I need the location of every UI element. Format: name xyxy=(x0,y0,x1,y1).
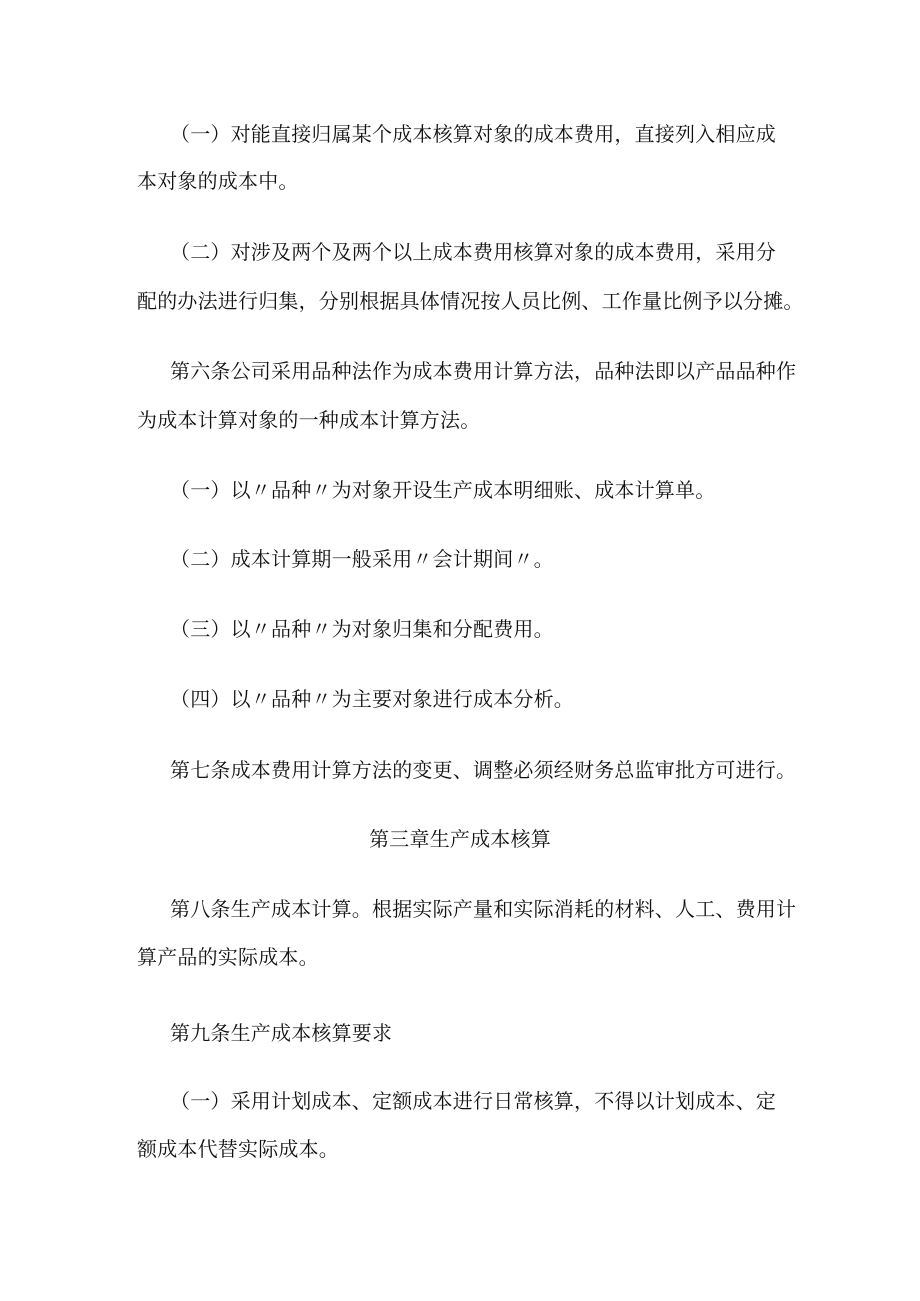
paragraph-2-line-1: （二）对涉及两个及两个以上成本费用核算对象的成本费用，采用分 xyxy=(170,240,776,264)
article-9-item-1-line-1: （一）采用计划成本、定额成本进行日常核算，不得以计划成本、定 xyxy=(170,1089,776,1113)
paragraph-2-line-2: 配的办法进行归集，分别根据具体情况按人员比例、工作量比例予以分摊。 xyxy=(137,289,804,313)
article-6-line-1: 第六条公司采用品种法作为成本费用计算方法，品种法即以产品品种作 xyxy=(170,359,797,383)
article-9-item-1-line-2: 额成本代替实际成本。 xyxy=(137,1137,339,1161)
article-9: 第九条生产成本核算要求 xyxy=(170,1021,393,1045)
article-6-item-3: （三）以〃品种〃为对象归集和分配费用。 xyxy=(170,617,554,641)
article-7: 第七条成本费用计算方法的变更、调整必须经财务总监审批方可进行。 xyxy=(170,758,797,782)
article-6-item-2: （二）成本计算期一般采用〃会计期间〃。 xyxy=(170,547,554,571)
article-6-item-4: （四）以〃品种〃为主要对象进行成本分析。 xyxy=(170,687,574,711)
article-6-line-2: 为成本计算对象的一种成本计算方法。 xyxy=(137,408,481,432)
article-8-line-2: 算产品的实际成本。 xyxy=(137,945,319,969)
article-6-item-1: （一）以〃品种〃为对象开设生产成本明细账、成本计算单。 xyxy=(170,478,716,502)
paragraph-1-line-2: 本对象的成本中。 xyxy=(137,169,299,193)
article-8-line-1: 第八条生产成本计算。根据实际产量和实际消耗的材料、人工、费用计 xyxy=(170,897,797,921)
chapter-heading: 第三章生产成本核算 xyxy=(369,827,551,851)
paragraph-1-line-1: （一）对能直接归属某个成本核算对象的成本费用，直接列入相应成 xyxy=(170,122,776,146)
